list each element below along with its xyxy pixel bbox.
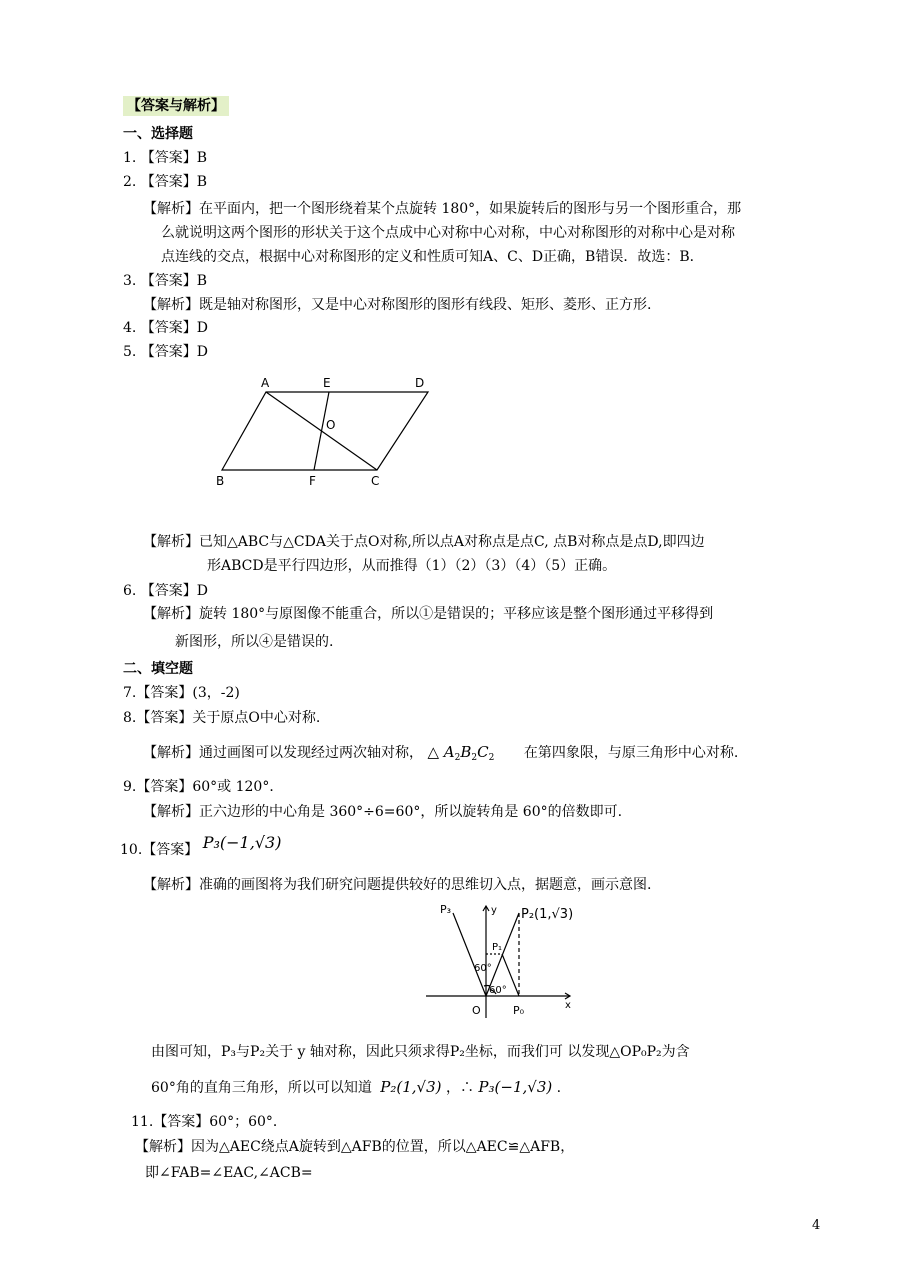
coordinate-figure xyxy=(420,898,610,1024)
q8-analysis-prefix: 【解析】通过画图可以发现经过两次轴对称， xyxy=(143,745,423,761)
label-p0: P₀ xyxy=(513,1004,525,1017)
label-angle-2: 60° xyxy=(489,985,507,996)
parallelogram-figure xyxy=(205,368,445,493)
label-a: A xyxy=(261,376,270,390)
p2-coordinate-formula: P₂(1,√3) xyxy=(380,1078,442,1096)
p3-coordinate-formula: P₃(−1,√3) xyxy=(478,1078,553,1096)
q10-answer-formula: P₃(−1,√3) xyxy=(202,833,282,852)
q9-analysis: 【解析】正六边形的中心角是 360°÷6=60°，所以旋转角是 60°的倍数即可. xyxy=(143,804,623,820)
label-f: F xyxy=(309,474,316,488)
q2-analysis-line3: 点连线的交点，根据中心对称图形的定义和性质可知A、C、D正确，B错误．故选：B． xyxy=(161,249,704,265)
label-angle-1: 60° xyxy=(474,963,492,974)
q8-analysis xyxy=(143,743,738,767)
q11-analysis-line2: 即∠FAB=∠EAC,∠ACB= xyxy=(145,1165,313,1181)
label-o: O xyxy=(326,418,336,432)
label-b: B xyxy=(216,474,225,488)
label-e: E xyxy=(323,376,331,390)
label-p2: P₂(1,√3) xyxy=(521,907,574,922)
label-p1: P₁ xyxy=(492,942,503,953)
section-choice: 一、选择题 xyxy=(123,126,193,142)
q10-answer-label: 10.【答案】 xyxy=(120,842,199,858)
q4-answer: 4. 【答案】D xyxy=(123,320,209,336)
q10-conclusion-line2: 60°角的直角三角形，所以可以知道 P₂(1,√3) ，∴ P₃(−1,√3) . xyxy=(151,1078,562,1096)
q7-answer: 7.【答案】(3，-2) xyxy=(123,685,240,701)
label-p3: P₃ xyxy=(440,903,452,916)
answer-section-header: 【答案与解析】 xyxy=(123,96,229,116)
q11-answer: 11.【答案】60°；60°． xyxy=(131,1114,287,1130)
q10-analysis: 【解析】准确的画图将为我们研究问题提供较好的思维切入点，据题意，画示意图. xyxy=(143,877,652,893)
q2-analysis-line1: 【解析】在平面内，把一个图形绕着某个点旋转 180°，如果旋转后的图形与另一个图形重合，那 xyxy=(143,201,742,217)
q6-analysis-line1: 【解析】旋转 180°与原图像不能重合，所以①是错误的；平移应该是整个图形通过平移得到 xyxy=(143,606,714,622)
label-origin: O xyxy=(472,1004,481,1017)
label-c: C xyxy=(371,474,380,488)
q2-analysis-line2: 么就说明这两个图形的形状关于这个点成中心对称中心对称，中心对称图形的对称中心是对称 xyxy=(161,225,735,241)
segment-op3 xyxy=(453,913,486,996)
q5-analysis-line2: 形ABCD是平行四边形，从而推得（1）（2）（3）（4）（5）正确。 xyxy=(207,558,617,574)
q8-answer: 8.【答案】关于原点O中心对称. xyxy=(123,710,321,726)
q2-answer: 2. 【答案】B xyxy=(123,174,208,190)
q3-answer: 3. 【答案】B xyxy=(123,273,208,289)
q5-answer: 5. 【答案】D xyxy=(123,344,209,360)
triangle-a2b2c2-formula: △ $A_2B_2C_2$ xyxy=(427,743,495,763)
triangle-symbol: △ xyxy=(427,743,439,761)
label-d: D xyxy=(415,376,425,390)
label-x: x xyxy=(565,1000,571,1011)
q10-conclusion-line1: 由图可知，P₃与P₂关于 y 轴对称，因此只须求得P₂坐标，而我们可 以发现△OP₀P₂为含 xyxy=(151,1044,690,1060)
page-number: 4 xyxy=(812,1218,821,1233)
q10-answer xyxy=(120,833,282,859)
q6-analysis-line2: 新图形，所以④是错误的. xyxy=(175,634,334,650)
parallelogram-abcd xyxy=(222,392,428,470)
q6-answer: 6. 【答案】D xyxy=(123,583,209,599)
label-y: y xyxy=(491,905,497,916)
q9-answer: 9.【答案】60°或 120°． xyxy=(123,779,284,795)
q3-analysis: 【解析】既是轴对称图形，又是中心对称图形的图形有线段、矩形、菱形、正方形. xyxy=(143,297,652,313)
q8-analysis-suffix: 在第四象限，与原三角形中心对称. xyxy=(523,745,739,761)
q5-analysis-line1: 【解析】已知△ABC与△CDA关于点O对称,所以点A对称点是点C, 点B对称点是点D,即四边 xyxy=(143,534,705,550)
section-fill-blank: 二、填空题 xyxy=(123,661,193,677)
q11-analysis-line1: 【解析】因为△AEC绕点A旋转到△AFB的位置，所以△AEC≌△AFB， xyxy=(135,1139,575,1155)
q1-answer: 1. 【答案】B xyxy=(123,150,208,166)
